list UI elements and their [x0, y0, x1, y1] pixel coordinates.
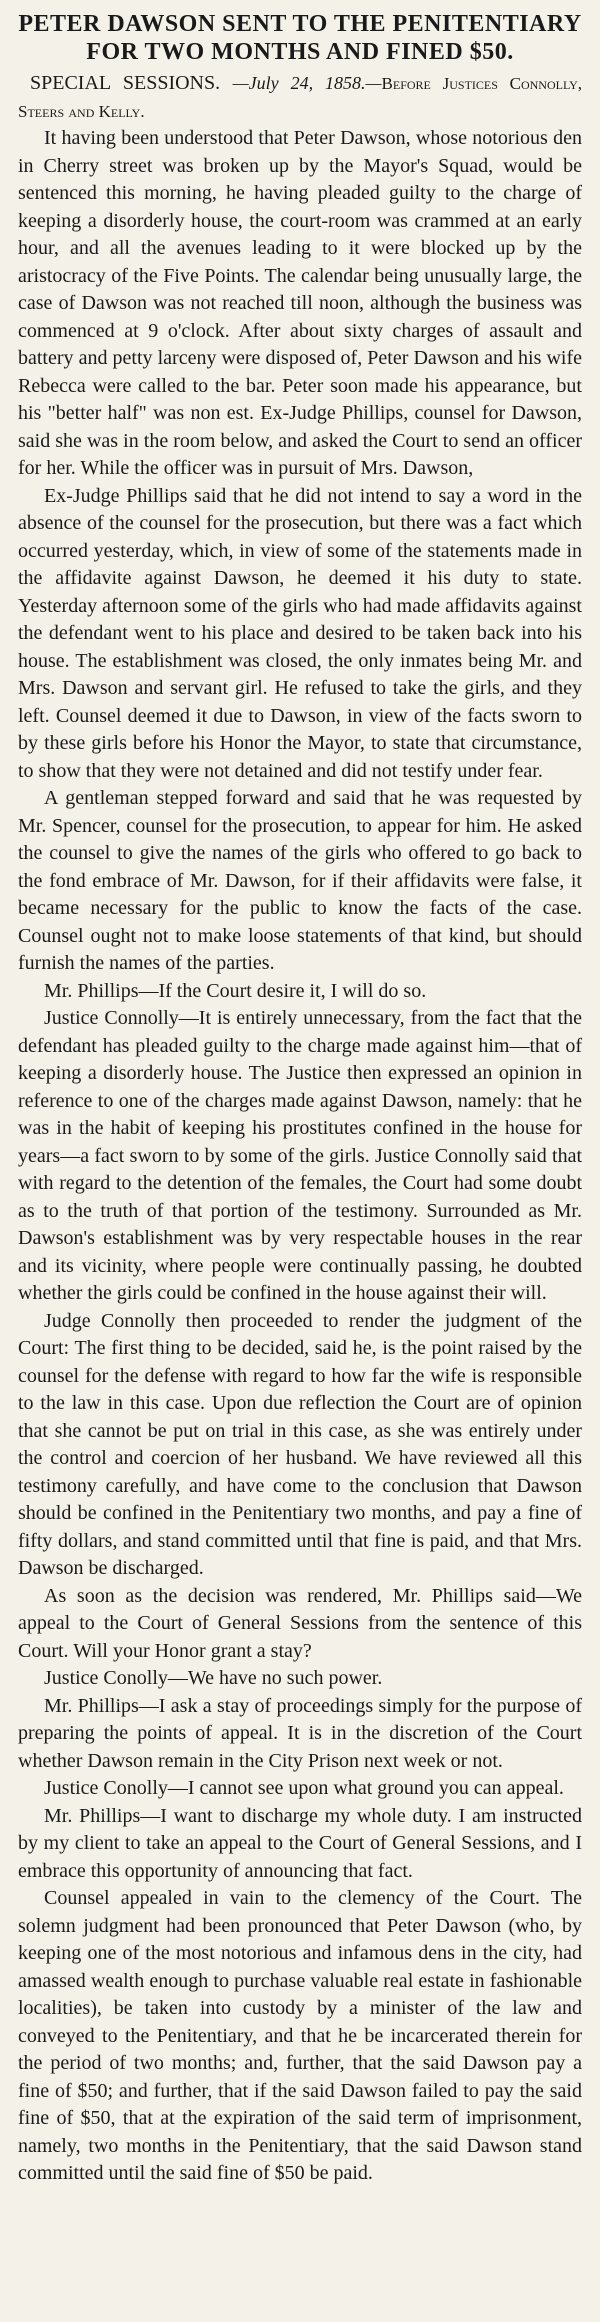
article-headline: PETER DAWSON SENT TO THE PENITENTIARY FOR TWO MONTHS AND FINED $50. — [18, 11, 582, 65]
article-paragraph: A gentleman stepped forward and said that he was requested by Mr. Spencer, counsel for the prosecution, to appear for him. He asked the counsel to give the names of the girls who offered to go back to the fond embrace of Mr. Dawson, for if their affidavits were false, it became necessary for the public to know the facts of the case. Counsel ought not to make loose statements of that kind, but should furnish the names of the parties. — [18, 787, 582, 974]
article-paragraph: As soon as the decision was rendered, Mr. Phillips said—We appeal to the Court of General Sessions from the sentence of this Court. Will your Honor grant a stay? — [18, 1584, 582, 1662]
article-paragraph: Mr. Phillips—I want to discharge my whole duty. I am instructed by my client to take an appeal to the Court of General Sessions, and I embrace this opportunity of announcing that fact. — [18, 1804, 582, 1882]
dateline-date: —July 24, 1858.— — [232, 73, 382, 93]
dateline-justices: Before Justices Connolly, Steers and Kelly. — [18, 74, 583, 121]
article-paragraph: Mr. Phillips—If the Court desire it, I will do so. — [44, 979, 427, 1002]
article-dateline — [18, 70, 582, 125]
article-paragraph: Mr. Phillips—I ask a stay of proceedings simply for the purpose of preparing the points of appeal. It is in the discretion of the Court whether Dawson remain in the City Prison next week or not. — [18, 1694, 582, 1772]
article-paragraph: It having been understood that Peter Dawson, whose notorious den in Cherry street was broken up by the Mayor's Squad, would be sentenced this morning, he having pleaded guilty to the charge of keeping a disorderly house, the court-room was crammed at an early hour, and all the avenues leading to it were blocked up by the aristocracy of the Five Points. The calendar being unusually large, the case of Dawson was not reached till noon, although the business was commenced at 9 o'clock. After about sixty charges of assault and battery and petty larceny were disposed of, Peter Dawson and his wife Rebecca were called to the bar. Peter soon made his appearance, but his "better half" was non est. Ex-Judge Phillips, counsel for Dawson, said she was in the room below, and asked the Court to send an officer for her. While the officer was in pursuit of Mrs. Dawson, — [18, 127, 582, 479]
article-paragraph: Justice Conolly—We have no such power. — [44, 1667, 383, 1689]
article-paragraph: Ex-Judge Phillips said that he did not intend to say a word in the absence of the counsel for the prosecution, but there was a fact which occurred yesterday, which, in view of some of the statements made in the affidavite against Dawson, he deemed it his duty to state. Yesterday afternoon some of the girls who had made affidavits against the defendant went to his place and desired to be taken back into his house. The establishment was closed, the only inmates being Mr. and Mrs. Dawson and servant girl. He refused to take the girls, and they left. Counsel deemed it due to Dawson, in view of the facts sworn to by these girls before his Honor the Mayor, to state that circumstance, to show that they were not detained and did not testify under fear. — [18, 484, 582, 782]
article-paragraph: Justice Connolly—It is entirely unnecessary, from the fact that the defendant has pleaded guilty to the charge made against him—that of keeping a disorderly house. The Justice then expressed an opinion in reference to one of the charges made against Dawson, namely: that he was in the habit of keeping his prostitutes confined in the house for years—a fact sworn to by some of the girls. Justice Connolly said that with regard to the detention of the females, the Court had some doubt as to the truth of that portion of the testimony. Surrounded as Mr. Dawson's establishment was by very respectable houses in the rear and its vicinity, where people were continually passing, he doubted whether the girls could be confined in the house against their will. — [18, 1007, 582, 1304]
court-name: SPECIAL SESSIONS. — [30, 72, 221, 94]
article-paragraph: Counsel appealed in vain to the clemency of the Court. The solemn judgment had been pronounced that Peter Dawson (who, by keeping one of the most notorious and infamous dens in the city, had amassed wealth enough to purchase valuable real estate in fashionable localities), be taken into custody by a minister of the law and conveyed to the Penitentiary, and that he be incarcerated therein for the period of two months; and, further, that the said Dawson pay a fine of $50; and further, that if the said Dawson failed to pay the said fine of $50, that at the expiration of the said term of imprisonment, namely, two months in the Penitentiary, that the said Dawson stand committed until the said fine of $50 be paid. — [18, 1887, 582, 2184]
article-paragraph: Justice Conolly—I cannot see upon what ground you can appeal. — [44, 1777, 564, 1799]
article-paragraph: Judge Connolly then proceeded to render the judgment of the Court: The first thing to be decided, said he, is the point raised by the counsel for the defense with regard to how far the wife is responsible to the law in this case. Upon due reflection the Court are of opinion that she cannot be put on trial in this case, as she was entirely under the control and coercion of her husband. We have reviewed all this testimony carefully, and have come to the conclusion that Dawson should be confined in the Penitentiary two months, and pay a fine of fifty dollars, and stand committed until that fine is paid, and that Mrs. Dawson be discharged. — [18, 1309, 582, 1579]
